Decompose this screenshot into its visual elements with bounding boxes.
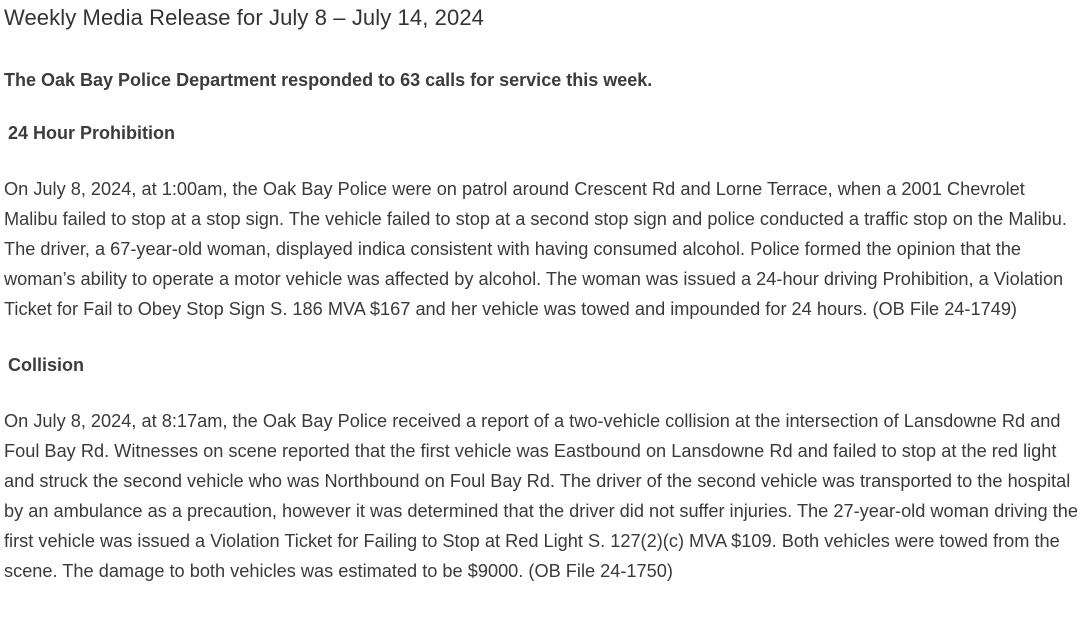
- page-title: Weekly Media Release for July 8 – July 14, 2024: [4, 5, 484, 30]
- section-body-collision: On July 8, 2024, at 8:17am, the Oak Bay Police received a report of a two-vehicle collision at the intersection of Lansdowne Rd and Foul Bay Rd. Witnesses on scene reported that the first vehicle was Eastbound on Lansdowne Rd and failed to stop at the red light and struck the second vehicle who was Northbound on Foul Bay Rd. The driver of the second vehicle was transported to the hospital by an ambulance as a precaution, however it was determined that the driver did not suffer injuries. The 27-year-old woman driving the first vehicle was issued a Violation Ticket for Failing to Stop at Red Light S. 127(2)(c) MVA $109. Both vehicles were towed from the scene. The damage to both vehicles was estimated to be $9000. (OB File 24-1750): [4, 411, 1078, 581]
- section-prohibition: [4, 121, 1082, 324]
- calls-summary: The Oak Bay Police Department responded to 63 calls for service this week.: [4, 70, 653, 90]
- section-body-prohibition: On July 8, 2024, at 1:00am, the Oak Bay Police were on patrol around Crescent Rd and Lorne Terrace, when a 2001 Chevrolet Malibu failed to stop at a stop sign. The vehicle failed to stop at a second stop sign and police conducted a traffic stop on the Malibu. The driver, a 67-year-old woman, displayed indica consistent with having consumed alcohol. Police formed the opinion that the woman’s ability to operate a motor vehicle was affected by alcohol. The woman was issued a 24-hour driving Prohibition, a Violation Ticket for Fail to Obey Stop Sign S. 186 MVA $167 and her vehicle was towed and impounded for 24 hours. (OB File 24-1749): [4, 179, 1067, 319]
- section-heading-collision: Collision: [8, 355, 84, 375]
- section-collision: [4, 353, 1082, 586]
- section-heading-prohibition: 24 Hour Prohibition: [8, 123, 176, 143]
